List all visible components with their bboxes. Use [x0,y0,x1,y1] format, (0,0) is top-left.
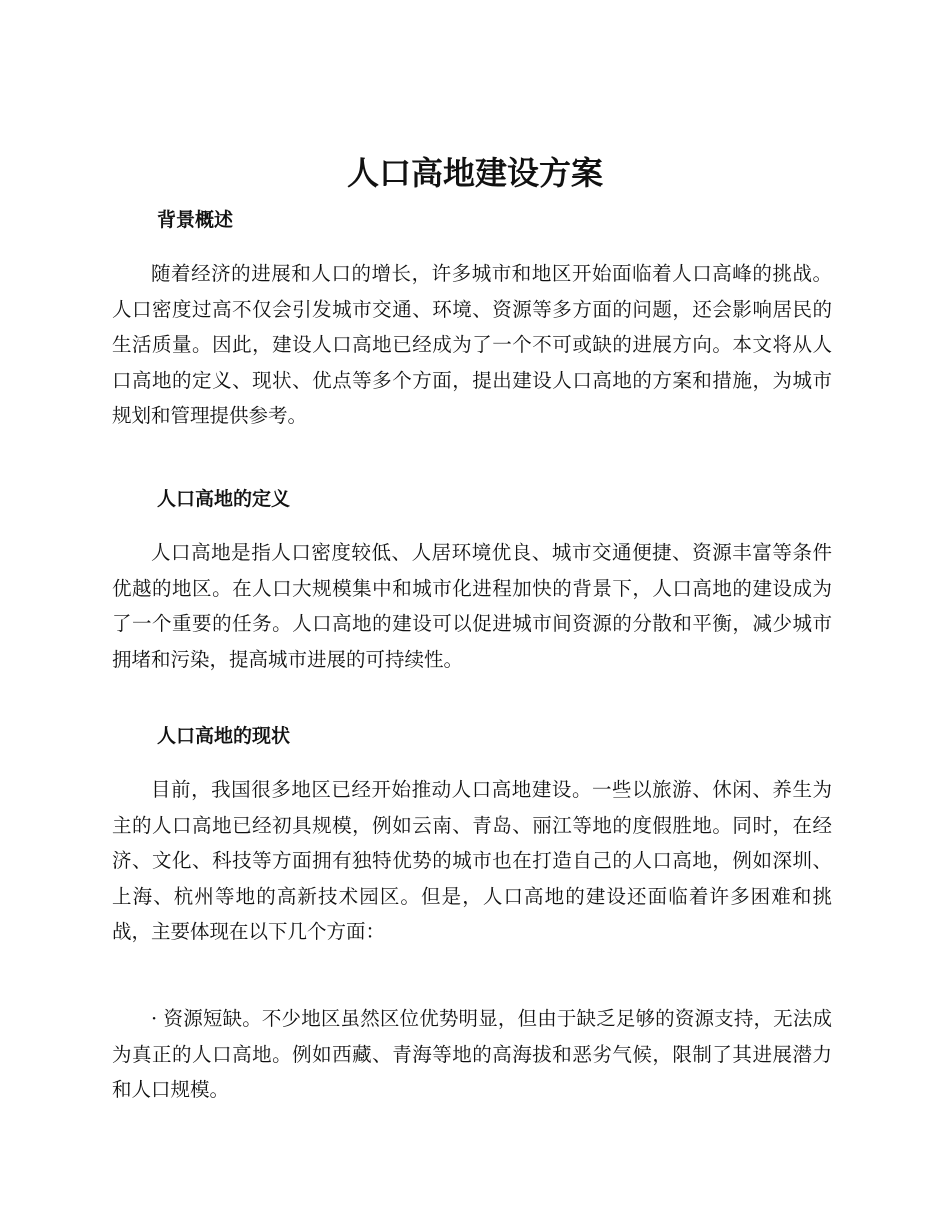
bullet-item-resource-shortage: · 资源短缺。不少地区虽然区位优势明显，但由于缺乏足够的资源支持，无法成为真正的人口高地。例如西藏、青海等地的高海拔和恶劣气候，限制了其进展潜力和人口规模。 [112,1007,832,1102]
document-title: 人口高地建设方案 [346,154,603,192]
section-paragraph-status: 目前，我国很多地区已经开始推动人口高地建设。一些以旅游、休闲、养生为主的人口高地已经初具规模，例如云南、青岛、丽江等地的度假胜地。同时，在经济、文化、科技等方面拥有独特优势的城市也在打造自己的人口高地，例如深圳、上海、杭州等地的高新技术园区。但是，人口高地的建设还面临着许多困难和挑战，主要体现在以下几个方面： [112,778,832,944]
section-paragraph-background: 随着经济的进展和人口的增长，许多城市和地区开始面临着人口高峰的挑战。人口密度过高不仅会引发城市交通、环境、资源等多方面的问题，还会影响居民的生活质量。因此，建设人口高地已经成为了一个不可或缺的进展方向。本文将从人口高地的定义、现状、优点等多个方面，提出建设人口高地的方案和措施，为城市规划和管理提供参考。 [112,262,832,428]
section-heading-background: 背景概述 [157,209,234,231]
section-paragraph-definition: 人口高地是指人口密度较低、人居环境优良、城市交通便捷、资源丰富等条件优越的地区。在人口大规模集中和城市化进程加快的背景下，人口高地的建设成为了一个重要的任务。人口高地的建设可以促进城市间资源的分散和平衡，减少城市拥堵和污染，提高城市进展的可持续性。 [112,541,832,671]
section-heading-status: 人口高地的现状 [157,725,291,747]
section-heading-definition: 人口高地的定义 [157,488,291,510]
